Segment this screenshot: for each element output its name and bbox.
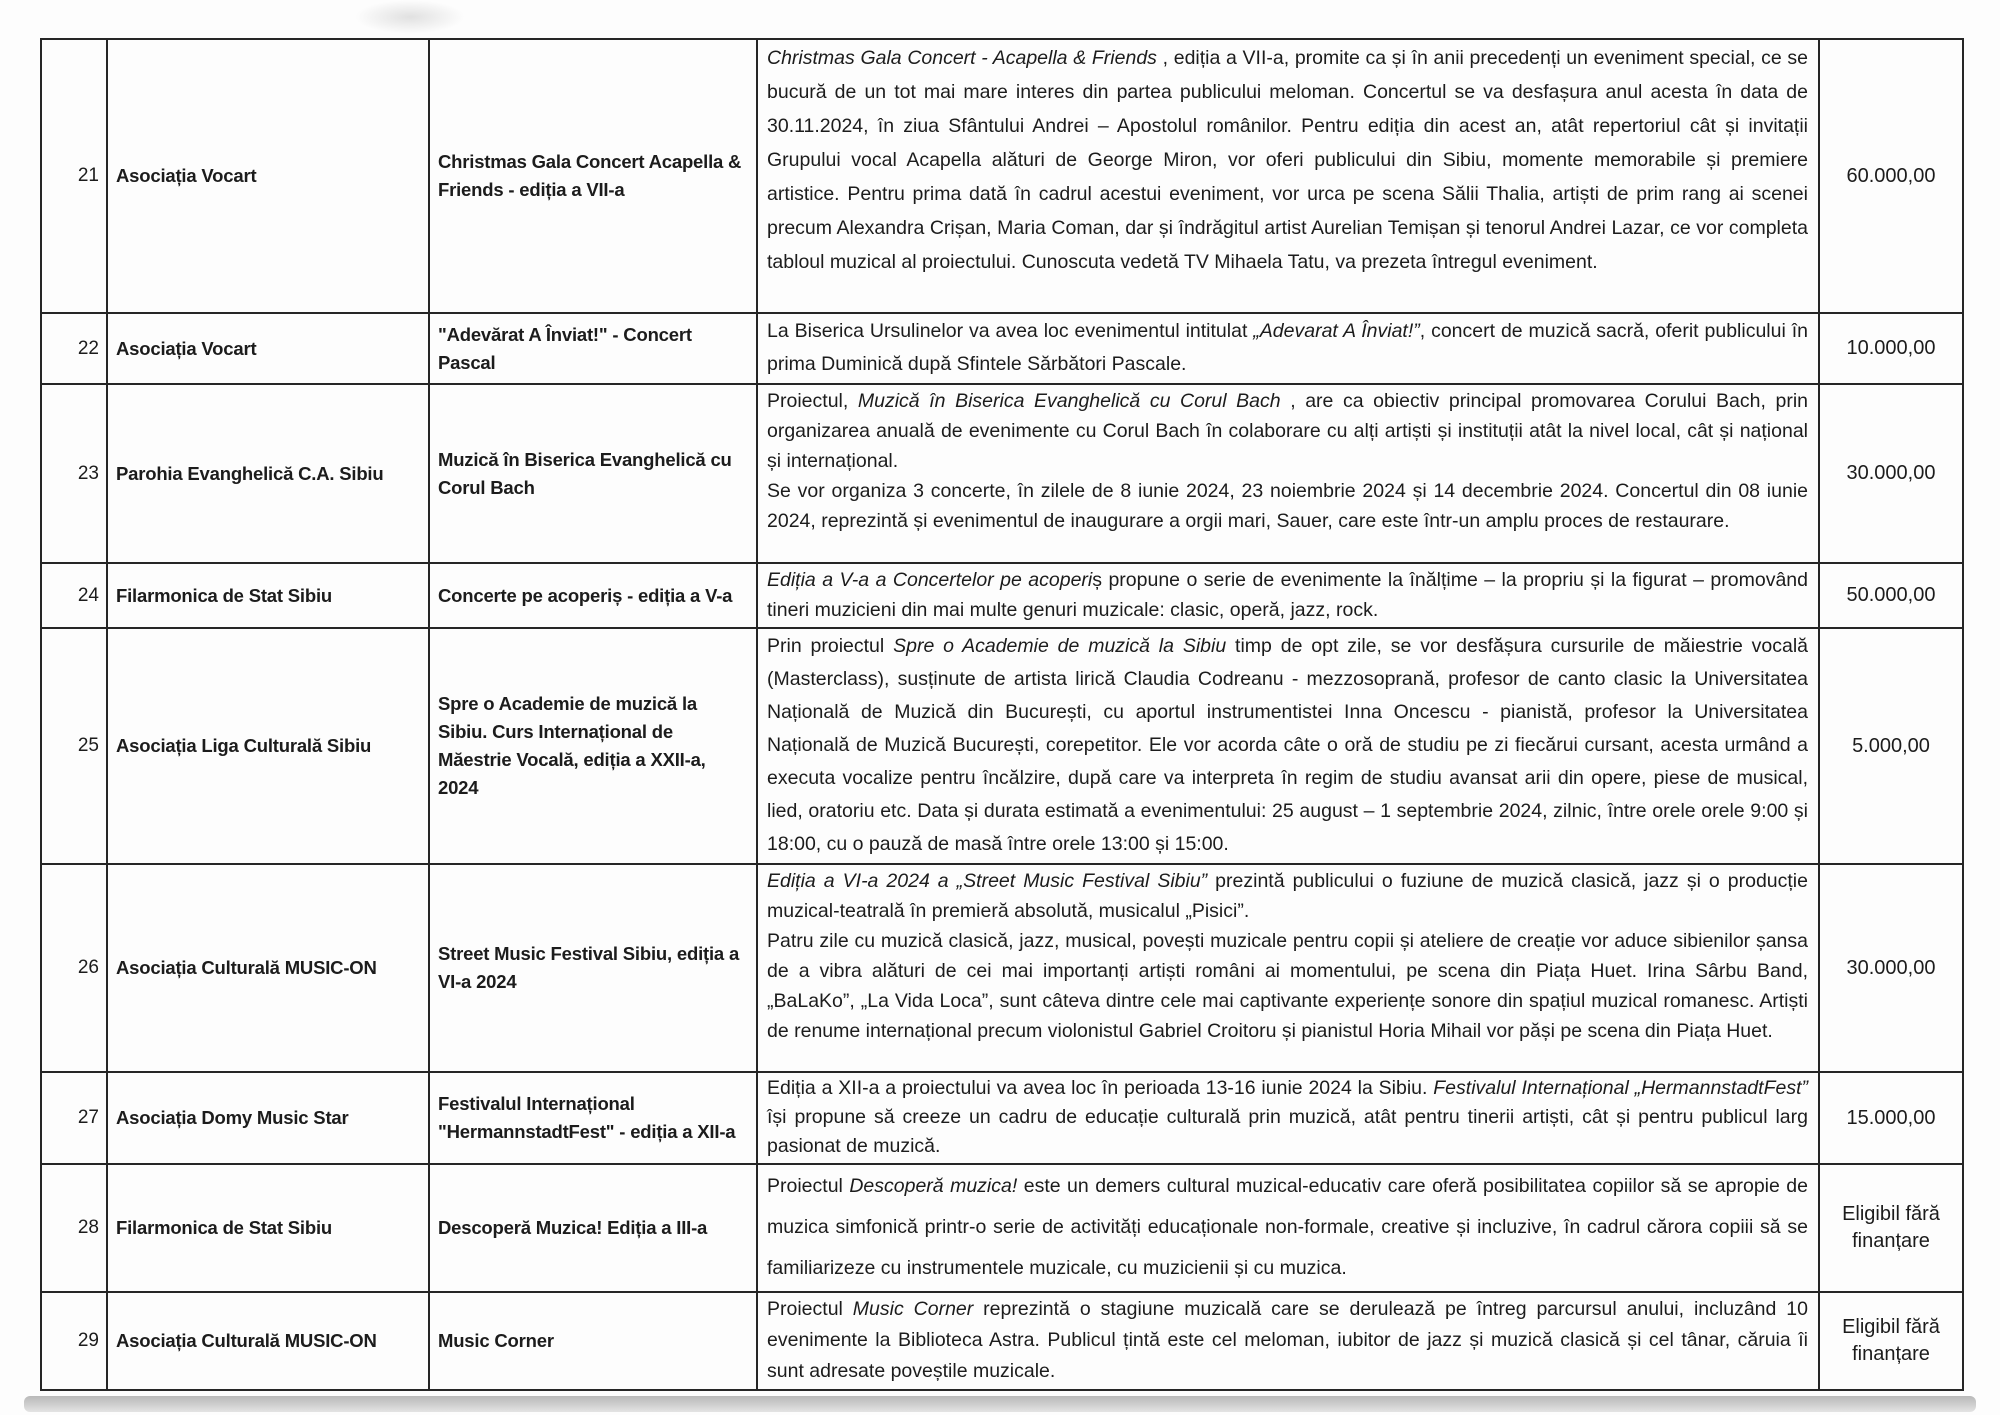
description-cell (757, 384, 1819, 563)
row-number-cell: 22 (41, 313, 107, 384)
amount-cell: 60.000,00 (1819, 39, 1963, 313)
scan-artifact-bottom-bar (24, 1396, 1976, 1412)
project-title-cell: Spre o Academie de muzică la Sibiu. Curs Internațional de Măestrie Vocală, ediția a XXII-a, 2024 (429, 628, 757, 864)
table-row (41, 1072, 1963, 1164)
description-cell (757, 1164, 1819, 1292)
description-segment: Patru zile cu muzică clasică, jazz, musical, povești muzicale pentru copii și ateliere de creație vor aduce sibienilor șansa de a vibra alături de cei mai importanți artiști români ai momentului, pe scena din Piața Huet. Irina Sârbu Band, „BaLaKo”, „La Vida Loca”, sunt câteva dintre cele mai captivante experiențe sonore din spațiul muzical romanesc. Artiști de renume internațional precum violonistul Gabriel Croitoru și pianistul Horia Mihail vor păși pe scena din Piața Huet. (767, 930, 1808, 1042)
table-row (41, 563, 1963, 628)
description-paragraph (767, 630, 1808, 861)
description-cell (757, 1292, 1819, 1390)
description-segment: ș propune o serie de evenimente la înălțime – la propriu și la figurat – promovând tineri muzicieni din mai multe genuri muzicale: clasic, operă, jazz, rock. (767, 569, 1808, 621)
organization-cell: Asociația Vocart (107, 313, 429, 384)
table-row (41, 864, 1963, 1072)
organization-cell: Asociația Culturală MUSIC-ON (107, 1292, 429, 1390)
description-segment: La Biserica Ursulinelor va avea loc evenimentul intitulat (767, 320, 1254, 342)
project-title-cell: Christmas Gala Concert Acapella & Friends - ediția a VII-a (429, 39, 757, 313)
description-paragraph (767, 1074, 1808, 1161)
description-paragraph (767, 315, 1808, 381)
organization-cell: Filarmonica de Stat Sibiu (107, 1164, 429, 1292)
description-paragraph (767, 1294, 1808, 1387)
description-italic-segment: Spre o Academie de muzică la Sibiu (893, 635, 1227, 657)
description-italic-segment: Christmas Gala Concert - Acapella & Friends (767, 47, 1157, 69)
description-paragraph (767, 476, 1808, 536)
description-segment: prezintă publicului o fuziune de muzică clasică, jazz și o producție muzical-teatrală în premieră absolută, musicalul „Pisici”. (767, 870, 1808, 922)
row-number-cell: 25 (41, 628, 107, 864)
row-number-cell: 28 (41, 1164, 107, 1292)
description-segment: își propune să creeze un cadru de educație culturală prin muzică, atât pentru tinerii artiști, cât și pentru publicul larg pasionat de muzică. (767, 1106, 1808, 1157)
description-segment: , are ca obiectiv principal promovarea Corului Bach, prin organizarea anuală de evenimente cu Corul Bach în colaborare cu alți artiști și instituții atât la nivel local, cât și național și internațional. (767, 390, 1808, 472)
project-title-cell: Festivalul Internațional "HermannstadtFest" - ediția a XII-a (429, 1072, 757, 1164)
description-cell (757, 628, 1819, 864)
description-segment: Proiectul, (767, 390, 858, 412)
organization-cell: Asociația Domy Music Star (107, 1072, 429, 1164)
description-segment: Proiectul (767, 1298, 853, 1320)
description-segment: , concert de muzică sacră, oferit publicului în prima Duminică după Sfintele Sărbători Pascale. (767, 320, 1808, 375)
description-segment: Ediția a XII-a a proiectului va avea loc în perioada 13-16 iunie 2024 la Sibiu. (767, 1077, 1434, 1099)
row-number-cell: 21 (41, 39, 107, 313)
project-title-cell: Concerte pe acoperiș - ediția a V-a (429, 563, 757, 628)
table-row (41, 384, 1963, 563)
amount-cell: 15.000,00 (1819, 1072, 1963, 1164)
project-title-cell: "Adevărat A Înviat!" - Concert Pascal (429, 313, 757, 384)
organization-cell: Parohia Evanghelică C.A. Sibiu (107, 384, 429, 563)
organization-cell: Filarmonica de Stat Sibiu (107, 563, 429, 628)
description-italic-segment: Descoperă muzica! (849, 1175, 1018, 1197)
project-title-cell: Street Music Festival Sibiu, ediția a VI-a 2024 (429, 864, 757, 1072)
description-segment: , ediția a VII-a, promite ca și în anii precedenți un eveniment special, ce se bucură de un tot mai mare interes din partea publicului meloman. Concertul se va desfașura anul acesta în data de 30.11.2024, în ziua Sfântului Andrei – Apostolul românilor. Pentru ediția din acest an, atât repertoriul cât și invitații Grupului vocal Acapella alături de George Miron, vor oferi publicului din Sibiu, momente memorabile și premiere artistice. Pentru prima dată în cadrul acestui eveniment, vor urca pe scena Sălii Thalia, artiști de prim rang ai scenei precum Alexandra Crișan, Maria Coman, dar și îndrăgitul artist Aurelian Temișan și tenorul Andrei Lazar, ce vor completa tabloul muzical al proiectului. Cunoscuta vedetă TV Mihaela Tatu, va prezeta întregul eveniment. (767, 47, 1809, 273)
description-segment: Se vor organiza 3 concerte, în zilele de 8 iunie 2024, 23 noiembrie 2024 și 14 decembrie 2024. Concertul din 08 iunie 2024, reprezintă și evenimentul de inaugurare a orgii mari, Sauer, care este într-un amplu proces de restaurare. (767, 480, 1808, 532)
description-segment: Prin proiectul (767, 635, 894, 657)
row-number-cell: 23 (41, 384, 107, 563)
description-cell (757, 39, 1819, 313)
description-italic-segment: Ediția a V-a a Concertelor pe acoperi (767, 569, 1093, 591)
table-row (41, 1164, 1963, 1292)
funding-table (40, 38, 1964, 1391)
description-italic-segment: „Adevarat A Înviat!” (1253, 320, 1420, 342)
description-italic-segment: Music Corner (852, 1298, 974, 1320)
amount-cell: Eligibil fără finanțare (1819, 1292, 1963, 1390)
table-row (41, 628, 1963, 864)
description-cell (757, 864, 1819, 1072)
description-cell (757, 563, 1819, 628)
project-title-cell: Descoperă Muzica! Ediția a III-a (429, 1164, 757, 1292)
row-number-cell: 24 (41, 563, 107, 628)
description-paragraph (767, 41, 1808, 279)
funding-table-body (41, 39, 1963, 1390)
description-cell (757, 313, 1819, 384)
table-row (41, 1292, 1963, 1390)
description-segment: Proiectul (767, 1175, 850, 1197)
description-segment: este un demers cultural muzical-educativ care oferă posibilitatea copiilor să se apropie de muzica simfonică printr-o serie de activități educaționale non-formale, creative și incluzive, în cadrul cărora copiii să se familiarizeze cu instrumentele muzicale, cu muzicienii și cu muzica. (767, 1175, 1808, 1279)
description-paragraph (767, 386, 1808, 476)
description-paragraph (767, 1166, 1808, 1289)
row-number-cell: 26 (41, 864, 107, 1072)
amount-cell: 30.000,00 (1819, 864, 1963, 1072)
project-title-cell: Muzică în Biserica Evanghelică cu Corul Bach (429, 384, 757, 563)
description-segment: timp de opt zile, se vor desfășura cursurile de măiestrie vocală (Masterclass), susținute de artista lirică Claudia Codreanu - mezzosoprană, profesor de canto clasic la Universitatea Națională de Muzică din București, cu aportul instrumentistei Inna Oncescu - pianistă, profesor la Universitatea Națională de Muzică București, corepetitor. Ele vor acorda câte o oră de studiu pe zi fiecărui cursant, acesta urmând a executa vocalize pentru încălzire, după care va interpreta în regim de studiu avansat arii din opere, piese de musical, lied, oratoriu etc. Data și durata estimată a evenimentului: 25 august – 1 septembrie 2024, zilnic, între orele orele 9:00 și 18:00, cu o pauză de masă între orele 13:00 și 15:00. (767, 635, 1809, 855)
amount-cell: Eligibil fără finanțare (1819, 1164, 1963, 1292)
description-cell (757, 1072, 1819, 1164)
row-number-cell: 29 (41, 1292, 107, 1390)
description-italic-segment: Festivalul Internațional „HermannstadtFest” (1433, 1077, 1808, 1099)
organization-cell: Asociația Vocart (107, 39, 429, 313)
scan-smudge (355, 0, 465, 34)
organization-cell: Asociația Liga Culturală Sibiu (107, 628, 429, 864)
table-row (41, 313, 1963, 384)
description-paragraph (767, 866, 1808, 926)
organization-cell: Asociația Culturală MUSIC-ON (107, 864, 429, 1072)
description-italic-segment: Muzică în Biserica Evanghelică cu Corul Bach (857, 390, 1281, 412)
row-number-cell: 27 (41, 1072, 107, 1164)
amount-cell: 5.000,00 (1819, 628, 1963, 864)
description-paragraph (767, 565, 1808, 625)
project-title-cell: Music Corner (429, 1292, 757, 1390)
description-segment: reprezintă o stagiune muzicală care se derulează pe întreg parcursul anului, incluzând 10 evenimente la Biblioteca Astra. Publicul țintă este cel meloman, iubitor de jazz și muzică clasică și cel tânar, căruia îi sunt adresate poveștile muzicale. (767, 1298, 1808, 1382)
table-row (41, 39, 1963, 313)
description-paragraph (767, 926, 1808, 1046)
amount-cell: 10.000,00 (1819, 313, 1963, 384)
description-italic-segment: Ediția a VI-a 2024 a „Street Music Festival Sibiu” (767, 870, 1208, 892)
amount-cell: 30.000,00 (1819, 384, 1963, 563)
amount-cell: 50.000,00 (1819, 563, 1963, 628)
